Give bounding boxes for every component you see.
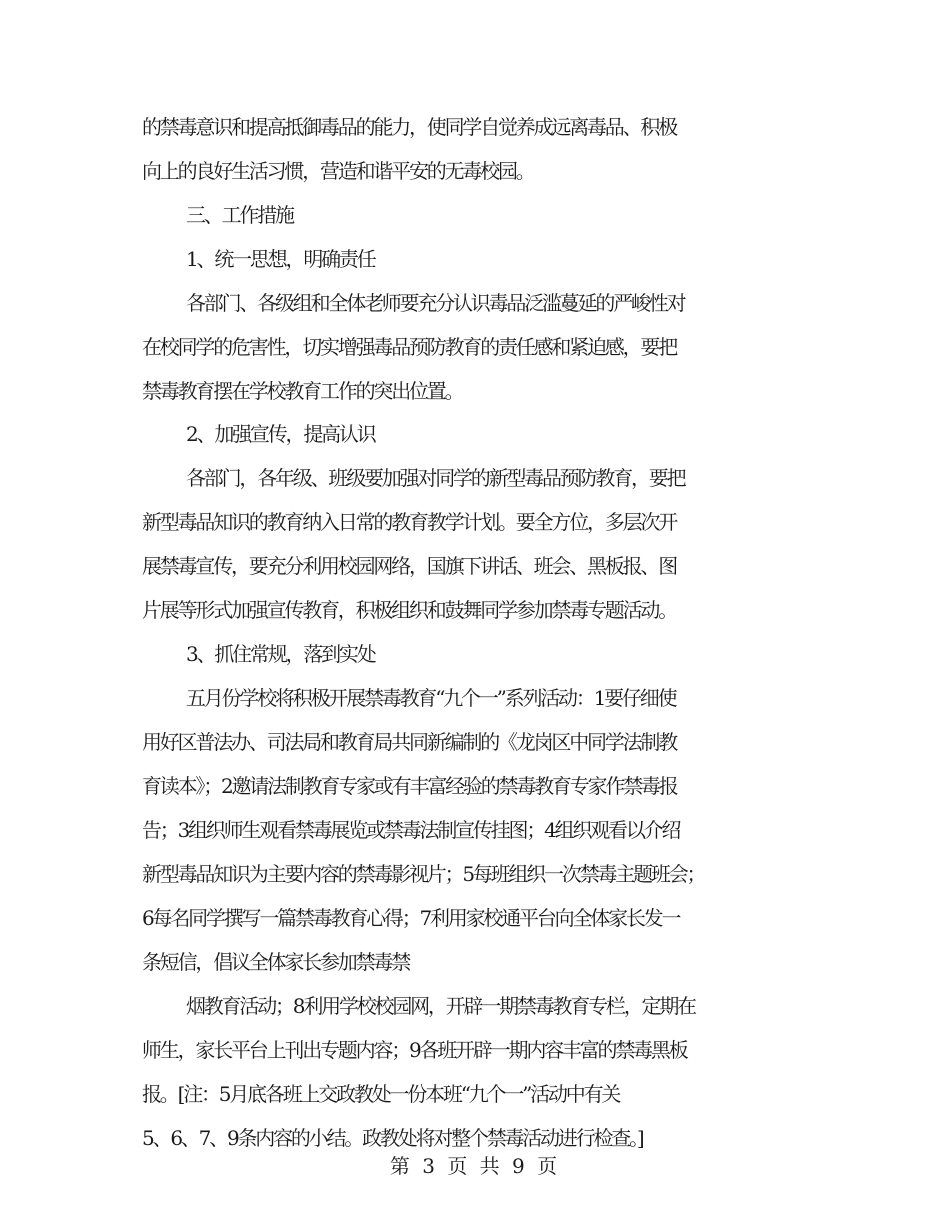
- subheading-3: 3、抓住常规，落到实处: [186, 642, 375, 666]
- text-line-24: 5、6、7、9条内容的小结。政教处将对整个禁毒活动进行检查。]: [142, 1126, 643, 1150]
- text-line-9: 各部门，各年级、班级要加强对同学的新型毒品预防教育，要把: [186, 466, 685, 490]
- text-line-12: 片展等形式加强宣传教育，积极组织和鼓舞同学参加禁毒专题活动。: [142, 598, 676, 622]
- text-line-18: 新型毒品知识为主要内容的禁毒影视片；5每班组织一次禁毒主题班会；: [142, 862, 705, 886]
- text-line-23: 报。[注：5月底各班上交政教处一份本班“九个一”活动中有关: [142, 1082, 620, 1106]
- text-line-22: 师生，家长平台上刊出专题内容；9各班开辟一期内容丰富的禁毒黑板: [142, 1038, 687, 1062]
- text-line-16: 育读本》；2邀请法制教育专家或有丰富经验的禁毒教育专家作禁毒报: [142, 774, 677, 798]
- page-number-footer: 第 3 页 共 9 页: [389, 1154, 561, 1178]
- text-line-11: 展禁毒宣传，要充分利用校园网络，国旗下讲话、班会、黑板报、图: [142, 554, 676, 578]
- text-line-6: 在校同学的危害性，切实增强毒品预防教育的责任感和紧迫感，要把: [142, 335, 676, 359]
- text-line-10: 新型毒品知识的教育纳入日常的教育教学计划。要全方位，多层次开: [142, 510, 676, 534]
- text-line-21: 烟教育活动；8利用学校校园网，开辟一期禁毒教育专栏，定期在: [186, 994, 695, 1018]
- text-line-7: 禁毒教育摆在学校教育工作的突出位置。: [142, 379, 463, 403]
- subheading-1: 1、统一思想，明确责任: [186, 247, 375, 271]
- text-line-1: 的禁毒意识和提高抵御毒品的能力，使同学自觉养成远离毒品、积极: [142, 115, 676, 139]
- text-line-15: 用好区普法办、司法局和教育局共同新编制的《龙岗区中同学法制教: [142, 730, 676, 754]
- text-line-17: 告；3组织师生观看禁毒展览或禁毒法制宣传挂图；4组织观看以介绍: [142, 818, 680, 842]
- subheading-2: 2、加强宣传，提高认识: [186, 422, 375, 446]
- section-heading: 三、工作措施: [186, 203, 293, 227]
- text-line-14: 五月份学校将积极开展禁毒教育“九个一”系列活动：1要仔细使: [186, 686, 676, 710]
- text-line-19: 6每名同学撰写一篇禁毒教育心得；7利用家校通平台向全体家长发一: [142, 906, 680, 930]
- text-line-2: 向上的良好生活习惯，营造和谐平安的无毒校园。: [142, 159, 534, 183]
- text-line-20: 条短信，倡议全体家长参加禁毒禁: [142, 950, 409, 974]
- text-line-5: 各部门、各级组和全体老师要充分认识毒品泛滥蔓延的严峻性对: [186, 291, 685, 315]
